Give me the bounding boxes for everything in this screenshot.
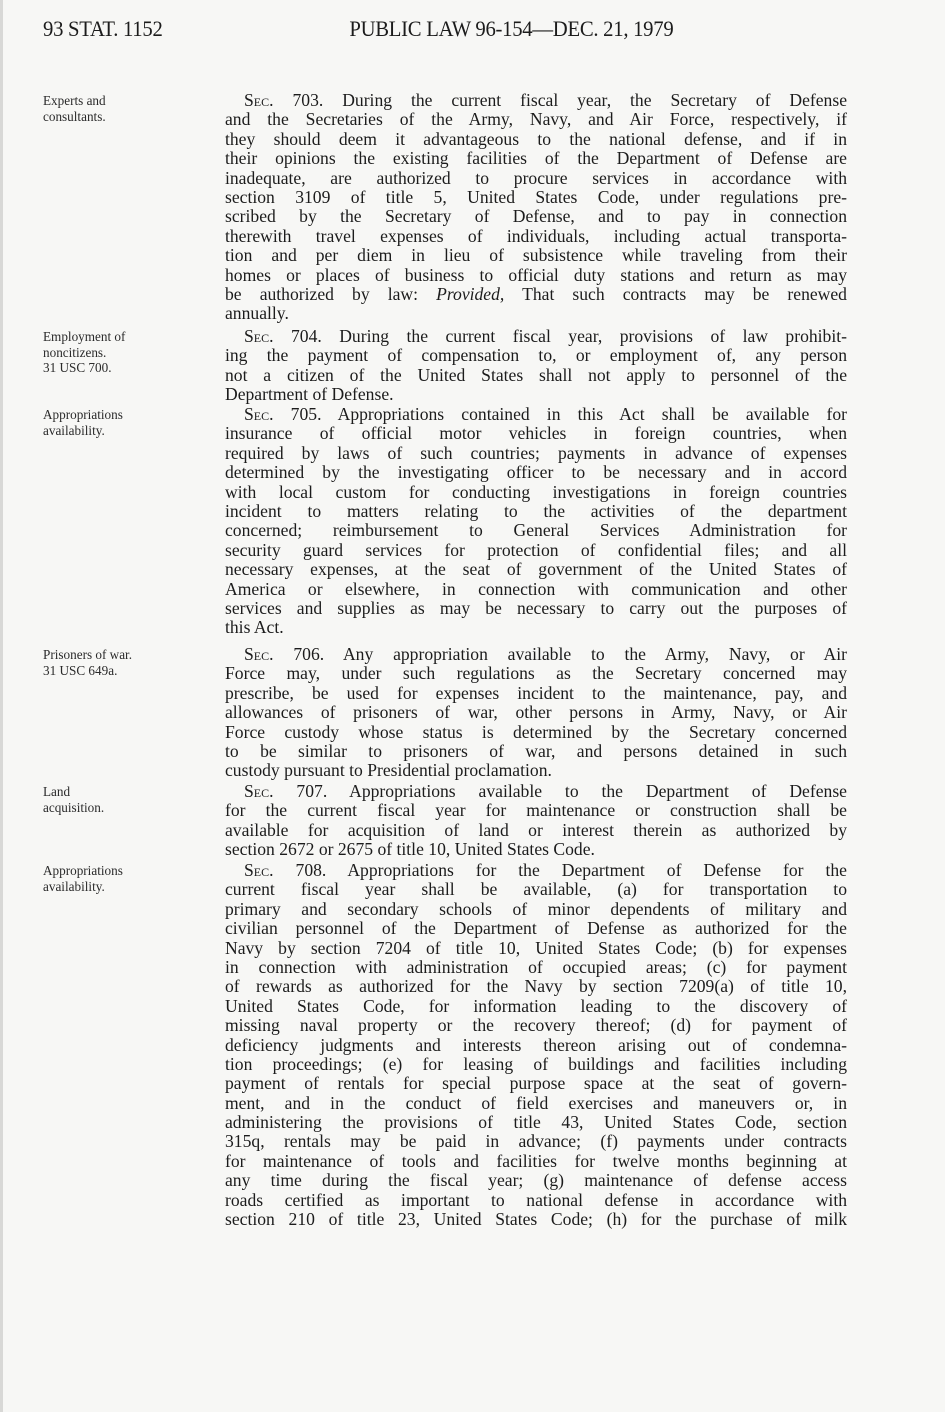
stat-citation: 93 STAT. 1152 [43, 16, 163, 41]
line-text: During the current fiscal year, the Secretary of Defense [323, 90, 848, 110]
body-line: this Act. [225, 617, 284, 638]
margin-note-line: Appropriations [43, 407, 123, 422]
section-body [225, 91, 847, 324]
body-line: current fiscal year shall be available, (a) for transportation to [225, 879, 847, 900]
body-line: and the Secretaries of the Army, Navy, and Air Force, respectively, if [225, 109, 847, 130]
margin-note-appropriations-2 [43, 863, 163, 894]
margin-note-line: availability. [43, 878, 105, 894]
line-text: be authorized by law: [225, 283, 437, 304]
section-body [225, 405, 847, 638]
body-line: of rewards as authorized for the Navy by section 7209(a) of title 10, [225, 976, 847, 997]
body-line: section 2672 or 2675 of title 10, United States Code. [225, 839, 595, 860]
line-text: Appropriations available to the Department of Defense [327, 781, 847, 801]
sec-label: Sec. [244, 90, 274, 110]
body-line: their opinions the existing facilities of the Department of Defense are [225, 148, 847, 169]
body-line: inadequate, are authorized to procure services in accordance with [225, 167, 847, 188]
body-line: annually. [225, 303, 289, 324]
body-line [225, 861, 847, 880]
body-line: not a citizen of the United States shall not apply to personnel of the [225, 364, 847, 385]
body-line: services and supplies as may be necessary to carry out the purposes of [225, 597, 847, 618]
margin-note-line: noncitizens. [43, 344, 107, 360]
body-line: security guard services for protection of confidential files; and all [225, 539, 847, 560]
margin-note-prisoners [43, 647, 163, 678]
body-line: United States Code, for information leading to the discovery of [225, 995, 847, 1016]
section-body [225, 861, 847, 1229]
body-line: for maintenance of tools and facilities for twelve months beginning at [225, 1150, 847, 1171]
sec-number: 708. [295, 860, 327, 880]
body-line: roads certified as important to national defense in accordance with [225, 1189, 847, 1210]
body-line: allowances of prisoners of war, other persons in Army, Navy, or Air [225, 702, 847, 723]
body-line: available for acquisition of land or interest therein as authorized by [225, 819, 847, 840]
body-line [225, 327, 847, 346]
sec-number: 703. [292, 90, 324, 110]
body-line: incident to matters relating to the activities of the department [225, 500, 847, 521]
margin-note-line: Land [43, 784, 71, 799]
line-text: Any appropriation available to the Army, Navy, or Air [324, 644, 847, 664]
margin-note-line: Prisoners of war. [43, 647, 133, 662]
section-body [225, 645, 847, 781]
sec-number: 704. [290, 326, 322, 346]
body-line: primary and secondary schools of minor dependents of military and [225, 898, 847, 919]
body-line: Force may, under such regulations as the Secretary concerned may [225, 663, 847, 684]
body-line: concerned; reimbursement to General Services Administration for [225, 520, 847, 541]
line-text: That such contracts may be renewed [504, 283, 847, 304]
sec-label: Sec. [244, 404, 274, 424]
law-title: PUBLIC LAW 96-154—DEC. 21, 1979 [349, 16, 674, 41]
body-line: therewith travel expenses of individuals, including actual transporta- [225, 225, 847, 246]
body-line: necessary expenses, at the seat of government of the United States of [225, 559, 847, 580]
sec-number: 707. [296, 781, 328, 801]
page-edge [0, 0, 3, 1412]
body-line: insurance of official motor vehicles in foreign countries, when [225, 423, 847, 444]
body-line: to be similar to prisoners of war, and persons detained in such [225, 740, 847, 761]
body-line: ment, and in the conduct of field exercises and maneuvers or, in [225, 1092, 847, 1113]
body-line: custody pursuant to Presidential proclamation. [225, 760, 552, 781]
sec-number: 705. [290, 404, 322, 424]
sec-label: Sec. [244, 860, 274, 880]
margin-note-line: Experts and [43, 93, 106, 108]
line-text: Appropriations for the Department of Defense for the [326, 860, 847, 880]
body-line [225, 405, 847, 424]
body-line: 315q, rentals may be paid in advance; (f) payments under contracts [225, 1131, 847, 1152]
sec-number: 706. [293, 644, 325, 664]
body-line: Department of Defense. [225, 384, 394, 405]
section-body [225, 327, 847, 405]
body-line: required by laws of such countries; payments in advance of expenses [225, 442, 847, 463]
body-line: section 3109 of title 5, United States Code, under regulations pre- [225, 186, 847, 207]
sec-label: Sec. [244, 326, 274, 346]
page-header [43, 16, 873, 46]
body-line: Navy by section 7204 of title 10, United States Code; (b) for expenses [225, 937, 847, 958]
body-line: prescribe, be used for expenses incident to the maintenance, pay, and [225, 682, 847, 703]
body-line: deficiency judgments and interests thereon arising out of condemna- [225, 1034, 847, 1055]
body-line: Force custody whose status is determined by the Secretary concerned [225, 721, 847, 742]
body-line: payment of rentals for special purpose space at the seat of govern- [225, 1073, 847, 1094]
margin-note-experts [43, 93, 163, 124]
body-line: for the current fiscal year for maintenance or construction shall be [225, 800, 847, 821]
body-line: any time during the fiscal year; (g) maintenance of defense access [225, 1170, 847, 1191]
margin-note-line: availability. [43, 422, 105, 438]
margin-note-employment [43, 329, 163, 376]
margin-note-line: acquisition. [43, 799, 105, 815]
margin-note-line: 31 USC 649a. [43, 662, 118, 678]
body-line: ing the payment of compensation to, or employment of, any person [225, 345, 847, 366]
body-line: homes or places of business to official duty stations and return as may [225, 264, 847, 285]
body-line: tion and per diem in lieu of subsistence while traveling from their [225, 245, 847, 266]
body-line [225, 645, 847, 664]
section-body [225, 782, 847, 860]
body-line [225, 91, 847, 110]
margin-note-line: Employment of [43, 329, 126, 344]
margin-note-land [43, 784, 163, 815]
margin-note-line: Appropriations [43, 863, 123, 878]
margin-note-line: consultants. [43, 108, 106, 124]
line-text: During the current fiscal year, provisions of law prohibit- [321, 326, 847, 346]
margin-note-appropriations [43, 407, 163, 438]
body-line [225, 782, 847, 801]
margin-note-line: 31 USC 700. [43, 360, 112, 375]
line-text: Appropriations contained in this Act shall be available for [321, 404, 847, 424]
body-line: tion proceedings; (e) for leasing of buildings and facilities including [225, 1053, 847, 1074]
body-line: with local custom for conducting investigations in foreign countries [225, 481, 847, 502]
body-line: America or elsewhere, in connection with communication and other [225, 578, 847, 599]
body-line: section 210 of title 23, United States Code; (h) for the purchase of milk [225, 1209, 847, 1230]
body-line: civilian personnel of the Department of Defense as authorized for the [225, 918, 847, 939]
sec-label: Sec. [244, 644, 274, 664]
sec-label: Sec. [244, 781, 274, 801]
body-line [225, 285, 847, 304]
body-line: determined by the investigating officer to be necessary and in accord [225, 462, 847, 483]
body-line: administering the provisions of title 43, United States Code, section [225, 1112, 847, 1133]
proviso-italic: Provided, [436, 283, 505, 304]
body-line: they should deem it advantageous to the national defense, and if in [225, 128, 847, 149]
body-line: in connection with administration of occupied areas; (c) for payment [225, 956, 847, 977]
body-line: missing naval property or the recovery thereof; (d) for payment of [225, 1015, 847, 1036]
body-line: scribed by the Secretary of Defense, and to pay in connection [225, 206, 847, 227]
